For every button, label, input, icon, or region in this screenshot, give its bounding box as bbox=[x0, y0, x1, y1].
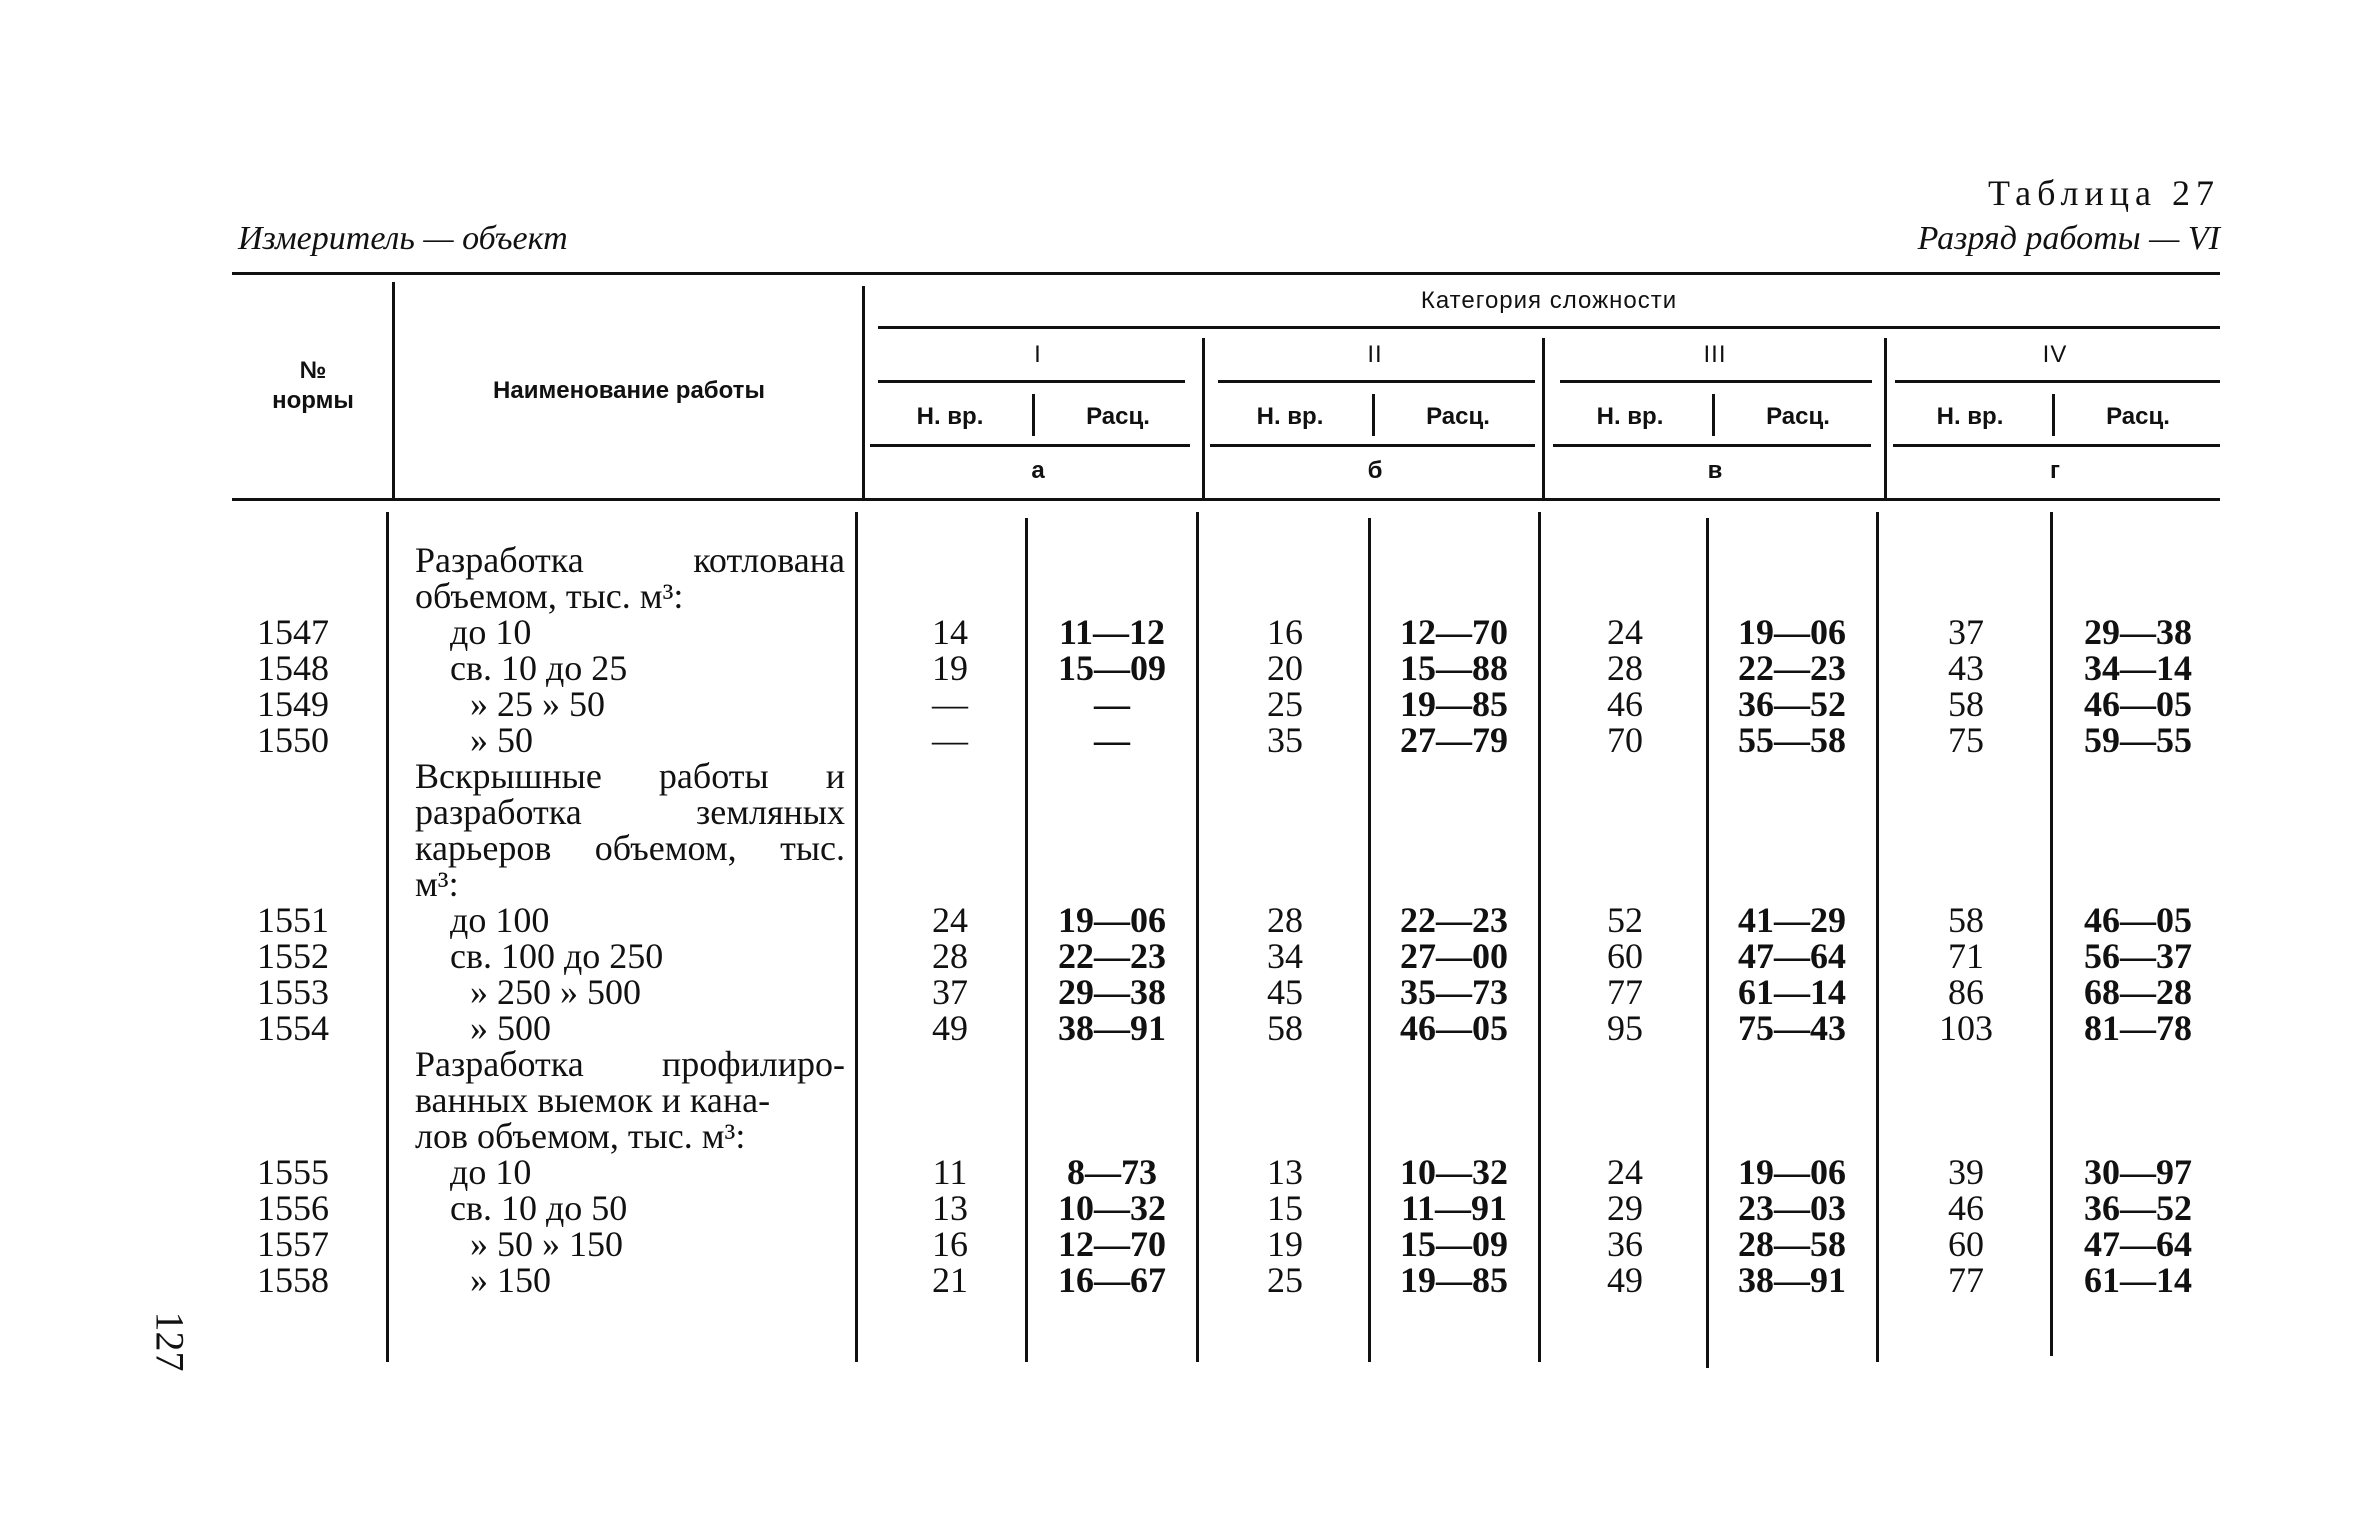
table-row bbox=[0, 1226, 2362, 1262]
word: тыс. bbox=[780, 828, 845, 868]
header-bottom-rule bbox=[232, 498, 2220, 501]
section-title-line bbox=[415, 1082, 845, 1118]
norm-number: 1551 bbox=[257, 900, 329, 940]
norm-number: 1557 bbox=[257, 1224, 329, 1264]
letter-header: в bbox=[1707, 457, 1723, 484]
rate-value: 36—52 bbox=[2084, 1188, 2192, 1228]
table-row bbox=[0, 1262, 2362, 1298]
name-col-header: Наименование работы bbox=[493, 377, 765, 404]
time-subheader: Н. вр. bbox=[1256, 403, 1324, 430]
time-value: 58 bbox=[1948, 900, 1984, 940]
section-title-line bbox=[415, 578, 845, 614]
time-value: 24 bbox=[1607, 1152, 1643, 1192]
norm-number: 1548 bbox=[257, 648, 329, 688]
time-subheader: Н. вр. bbox=[1936, 403, 2004, 430]
work-name: » 25 » 50 bbox=[470, 684, 605, 724]
time-value: 21 bbox=[932, 1260, 968, 1300]
num-col-line2: нормы bbox=[272, 387, 354, 414]
rate-value: 47—64 bbox=[2084, 1224, 2192, 1264]
time-value: 45 bbox=[1267, 972, 1303, 1012]
word: Разработка bbox=[415, 540, 584, 580]
rate-value: 16—67 bbox=[1058, 1260, 1166, 1300]
section-title-line bbox=[415, 866, 845, 902]
rate-value: 10—32 bbox=[1058, 1188, 1166, 1228]
rate-value: 11—91 bbox=[1400, 1188, 1507, 1228]
rate-subheader: Расц. bbox=[1086, 403, 1150, 430]
norm-number: 1547 bbox=[257, 612, 329, 652]
work-name: до 100 bbox=[450, 900, 550, 940]
time-value: 29 bbox=[1607, 1188, 1643, 1228]
time-value: 19 bbox=[1267, 1224, 1303, 1264]
rate-value: 46—05 bbox=[2084, 684, 2192, 724]
rate-value: 34—14 bbox=[2084, 648, 2192, 688]
table-label: Таблица 27 bbox=[1988, 173, 2220, 213]
category-header: II bbox=[1367, 341, 1383, 368]
time-subheader: Н. вр. bbox=[1596, 403, 1664, 430]
rate-value: 22—23 bbox=[1400, 900, 1508, 940]
letter-header: б bbox=[1367, 457, 1383, 484]
hdr-sub-vline bbox=[2052, 394, 2055, 436]
num-col-header bbox=[238, 356, 388, 416]
word: профилиро- bbox=[661, 1044, 845, 1084]
rate-value: 29—38 bbox=[1058, 972, 1166, 1012]
page-number: 127 bbox=[147, 1311, 193, 1372]
norm-number: 1553 bbox=[257, 972, 329, 1012]
table-row bbox=[0, 614, 2362, 650]
rate-value: 12—70 bbox=[1058, 1224, 1166, 1264]
time-value: 60 bbox=[1948, 1224, 1984, 1264]
rate-subheader: Расц. bbox=[1766, 403, 1830, 430]
work-name: св. 10 до 25 bbox=[450, 648, 628, 688]
norm-number: 1555 bbox=[257, 1152, 329, 1192]
norm-number: 1558 bbox=[257, 1260, 329, 1300]
time-value: 16 bbox=[932, 1224, 968, 1264]
norm-number: 1552 bbox=[257, 936, 329, 976]
hdr-sub-vline bbox=[1372, 394, 1375, 436]
time-value: 28 bbox=[1267, 900, 1303, 940]
section-title-line bbox=[415, 830, 845, 866]
grade-caption: Разряд работы — VI bbox=[1917, 220, 2220, 257]
time-value: 24 bbox=[932, 900, 968, 940]
time-value: 75 bbox=[1948, 720, 1984, 760]
time-value: 77 bbox=[1948, 1260, 1984, 1300]
rate-value: 11—12 bbox=[1058, 612, 1165, 652]
rate-value: 19—06 bbox=[1058, 900, 1166, 940]
rate-value: 55—58 bbox=[1738, 720, 1846, 760]
time-value: 19 bbox=[932, 648, 968, 688]
rate-value: 22—23 bbox=[1058, 936, 1166, 976]
rate-subheader: Расц. bbox=[1426, 403, 1490, 430]
work-name: » 250 » 500 bbox=[470, 972, 641, 1012]
hdr-sub-vline bbox=[1712, 394, 1715, 436]
section-title-line bbox=[415, 542, 845, 578]
work-name: » 50 bbox=[470, 720, 533, 760]
hdr-vline bbox=[1202, 338, 1205, 498]
complexity-header: Категория сложности bbox=[1420, 287, 1678, 314]
rate-value: 8—73 bbox=[1067, 1152, 1157, 1192]
work-name: св. 100 до 250 bbox=[450, 936, 664, 976]
rate-subheader: Расц. bbox=[2106, 403, 2170, 430]
work-name: » 50 » 150 bbox=[470, 1224, 623, 1264]
time-value: 49 bbox=[1607, 1260, 1643, 1300]
time-value: 58 bbox=[1267, 1008, 1303, 1048]
word: разработка bbox=[415, 792, 582, 832]
rate-value: 19—06 bbox=[1738, 612, 1846, 652]
time-value: 28 bbox=[932, 936, 968, 976]
sub-iv-rule bbox=[1893, 444, 2220, 447]
rate-value: 36—52 bbox=[1738, 684, 1846, 724]
measure-caption: Измеритель — объект bbox=[238, 220, 568, 257]
word: земляных bbox=[696, 792, 845, 832]
rate-value: 15—88 bbox=[1400, 648, 1508, 688]
work-name: св. 10 до 50 bbox=[450, 1188, 628, 1228]
rate-value: 61—14 bbox=[1738, 972, 1846, 1012]
table-row bbox=[0, 1010, 2362, 1046]
time-subheader: Н. вр. bbox=[916, 403, 984, 430]
hdr-vline bbox=[1884, 338, 1887, 498]
rate-value: 35—73 bbox=[1400, 972, 1508, 1012]
time-value: 37 bbox=[1948, 612, 1984, 652]
time-value: 60 bbox=[1607, 936, 1643, 976]
time-value: 16 bbox=[1267, 612, 1303, 652]
norm-number: 1549 bbox=[257, 684, 329, 724]
time-value: 58 bbox=[1948, 684, 1984, 724]
rate-value: 15—09 bbox=[1058, 648, 1166, 688]
rate-value: 38—91 bbox=[1058, 1008, 1166, 1048]
norm-number: 1556 bbox=[257, 1188, 329, 1228]
complexity-rule bbox=[878, 326, 2220, 329]
time-value: 13 bbox=[932, 1188, 968, 1228]
cat-i-rule bbox=[878, 380, 1185, 383]
table-row bbox=[0, 650, 2362, 686]
rate-value: 15—09 bbox=[1400, 1224, 1508, 1264]
word: и bbox=[825, 756, 845, 796]
cat-iii-rule bbox=[1560, 380, 1872, 383]
time-value: 77 bbox=[1607, 972, 1643, 1012]
word: объемом, тыс. м³: bbox=[415, 576, 684, 616]
rate-value: — bbox=[1094, 720, 1130, 760]
time-value: 14 bbox=[932, 612, 968, 652]
rate-value: 28—58 bbox=[1738, 1224, 1846, 1264]
word: Разработка bbox=[415, 1044, 584, 1084]
time-value: 52 bbox=[1607, 900, 1643, 940]
rate-value: 19—06 bbox=[1738, 1152, 1846, 1192]
word: м³: bbox=[415, 864, 459, 904]
time-value: 11 bbox=[932, 1152, 968, 1192]
time-value: 36 bbox=[1607, 1224, 1643, 1264]
time-value: 103 bbox=[1939, 1008, 1993, 1048]
rate-value: 46—05 bbox=[2084, 900, 2192, 940]
time-value: 34 bbox=[1267, 936, 1303, 976]
rate-value: 27—00 bbox=[1400, 936, 1508, 976]
section-title-line bbox=[415, 1046, 845, 1082]
hdr-vline bbox=[862, 286, 865, 498]
rate-value: 59—55 bbox=[2084, 720, 2192, 760]
work-name: до 10 bbox=[450, 612, 532, 652]
time-value: 25 bbox=[1267, 684, 1303, 724]
rate-value: 12—70 bbox=[1400, 612, 1508, 652]
time-value: 20 bbox=[1267, 648, 1303, 688]
table-row bbox=[0, 1154, 2362, 1190]
word: Вскрышные bbox=[415, 756, 602, 796]
work-name: » 500 bbox=[470, 1008, 551, 1048]
rate-value: 30—97 bbox=[2084, 1152, 2192, 1192]
cat-iv-rule bbox=[1895, 380, 2220, 383]
rate-value: 23—03 bbox=[1738, 1188, 1846, 1228]
letter-header: а bbox=[1031, 457, 1045, 484]
time-value: 43 bbox=[1948, 648, 1984, 688]
rate-value: 41—29 bbox=[1738, 900, 1846, 940]
section-title-line bbox=[415, 794, 845, 830]
table-row bbox=[0, 1190, 2362, 1226]
rate-value: 47—64 bbox=[1738, 936, 1846, 976]
category-header: III bbox=[1703, 341, 1727, 368]
word: лов объемом, тыс. м³: bbox=[415, 1116, 746, 1156]
category-header: I bbox=[1034, 341, 1042, 368]
rate-value: 19—85 bbox=[1400, 684, 1508, 724]
rate-value: 22—23 bbox=[1738, 648, 1846, 688]
time-value: 39 bbox=[1948, 1152, 1984, 1192]
sub-ii-rule bbox=[1210, 444, 1535, 447]
norm-number: 1554 bbox=[257, 1008, 329, 1048]
hdr-sub-vline bbox=[1032, 394, 1035, 436]
hdr-vline bbox=[1542, 338, 1545, 498]
rate-value: 29—38 bbox=[2084, 612, 2192, 652]
time-value: 49 bbox=[932, 1008, 968, 1048]
time-value: 13 bbox=[1267, 1152, 1303, 1192]
norm-number: 1550 bbox=[257, 720, 329, 760]
time-value: 25 bbox=[1267, 1260, 1303, 1300]
sub-i-rule bbox=[870, 444, 1190, 447]
rate-value: 56—37 bbox=[2084, 936, 2192, 976]
time-value: 46 bbox=[1607, 684, 1643, 724]
word: карьеров bbox=[415, 828, 552, 868]
time-value: 35 bbox=[1267, 720, 1303, 760]
category-header: IV bbox=[2042, 341, 2068, 368]
num-col-line1: № bbox=[299, 357, 327, 384]
time-value: 46 bbox=[1948, 1188, 1984, 1228]
table-row bbox=[0, 938, 2362, 974]
time-value: 86 bbox=[1948, 972, 1984, 1012]
table-row bbox=[0, 974, 2362, 1010]
time-value: 37 bbox=[932, 972, 968, 1012]
rate-value: 68—28 bbox=[2084, 972, 2192, 1012]
rate-value: 27—79 bbox=[1400, 720, 1508, 760]
table-row bbox=[0, 686, 2362, 722]
word: работы bbox=[658, 756, 769, 796]
rate-value: 46—05 bbox=[1400, 1008, 1508, 1048]
rate-value: — bbox=[1094, 684, 1130, 724]
time-value: 71 bbox=[1948, 936, 1984, 976]
rate-value: 10—32 bbox=[1400, 1152, 1508, 1192]
top-rule bbox=[232, 272, 2220, 275]
rate-value: 61—14 bbox=[2084, 1260, 2192, 1300]
time-value: 95 bbox=[1607, 1008, 1643, 1048]
section-title-line bbox=[415, 1118, 845, 1154]
word: объемом, bbox=[594, 828, 737, 868]
letter-header: г bbox=[2050, 457, 2060, 484]
time-value: — bbox=[932, 684, 968, 724]
sub-iii-rule bbox=[1553, 444, 1871, 447]
table-row bbox=[0, 722, 2362, 758]
time-value: 28 bbox=[1607, 648, 1643, 688]
time-value: 15 bbox=[1267, 1188, 1303, 1228]
hdr-vline bbox=[392, 282, 395, 498]
section-title-line bbox=[415, 758, 845, 794]
cat-ii-rule bbox=[1218, 380, 1535, 383]
time-value: 70 bbox=[1607, 720, 1643, 760]
time-value: 24 bbox=[1607, 612, 1643, 652]
work-name: до 10 bbox=[450, 1152, 532, 1192]
time-value: — bbox=[932, 720, 968, 760]
work-name: » 150 bbox=[470, 1260, 551, 1300]
rate-value: 38—91 bbox=[1738, 1260, 1846, 1300]
word: котлована bbox=[693, 540, 845, 580]
word: ванных выемок и кана- bbox=[415, 1080, 771, 1120]
rate-value: 75—43 bbox=[1738, 1008, 1846, 1048]
rate-value: 19—85 bbox=[1400, 1260, 1508, 1300]
rate-value: 81—78 bbox=[2084, 1008, 2192, 1048]
table-row bbox=[0, 902, 2362, 938]
